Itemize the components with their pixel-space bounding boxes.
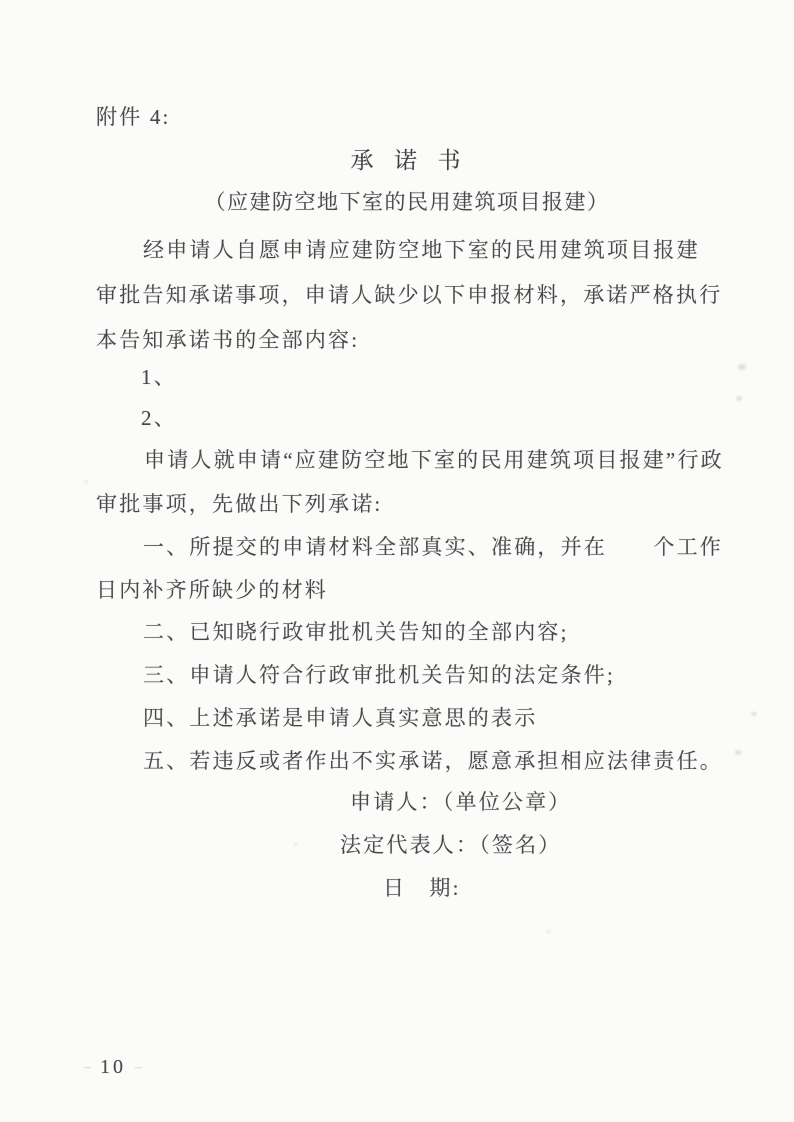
page-footer xyxy=(84,1056,142,1079)
scan-speck xyxy=(547,930,550,933)
scan-speck xyxy=(738,364,746,370)
scan-speck xyxy=(736,396,742,401)
footer-right-dash: – xyxy=(135,1059,142,1075)
doc-subtitle: （应建防空地下室的民用建筑项目报建） xyxy=(204,190,610,214)
promise-line-4: 四、上述承诺是申请人真实意思的表示 xyxy=(143,706,538,730)
scan-speck xyxy=(735,750,741,755)
intro-line-3: 本告知承诺书的全部内容: xyxy=(96,328,360,352)
intro-line-1: 经申请人自愿申请应建防空地下室的民用建筑项目报建 xyxy=(143,238,700,262)
promise-line-5: 五、若违反或者作出不实承诺，愿意承担相应法律责任。 xyxy=(143,749,723,773)
request-line-1: 申请人就申请“应建防空地下室的民用建筑项目报建”行政 xyxy=(144,448,724,472)
signature-legal-rep: 法定代表人：（签名） xyxy=(340,833,562,857)
signature-applicant: 申请人：（单位公章） xyxy=(350,790,572,814)
page-number: 10 xyxy=(100,1056,126,1078)
doc-title: 承 诺 书 xyxy=(350,148,464,173)
promise-line-3: 三、申请人符合行政审批机关告知的法定条件; xyxy=(143,663,616,687)
attachment-label: 附件 4: xyxy=(96,105,171,129)
blank-item-1: 1、 xyxy=(141,365,177,389)
request-line-2: 审批事项，先做出下列承诺: xyxy=(96,492,383,516)
scan-speck xyxy=(751,712,757,716)
intro-line-2: 审批告知承诺事项，申请人缺少以下申报材料，承诺严格执行 xyxy=(96,283,723,307)
scan-speck xyxy=(85,480,88,483)
signature-date: 日 期: xyxy=(383,876,461,900)
blank-item-2: 2、 xyxy=(141,406,177,430)
promise-line-2: 二、已知晓行政审批机关告知的全部内容; xyxy=(143,620,569,644)
footer-left-dash: – xyxy=(84,1059,91,1075)
promise-line-1a: 一、所提交的申请材料全部真实、准确，并在 个工作 xyxy=(143,535,723,559)
scan-speck xyxy=(294,843,297,846)
promise-line-1b: 日内补齐所缺少的材料 xyxy=(96,578,328,602)
